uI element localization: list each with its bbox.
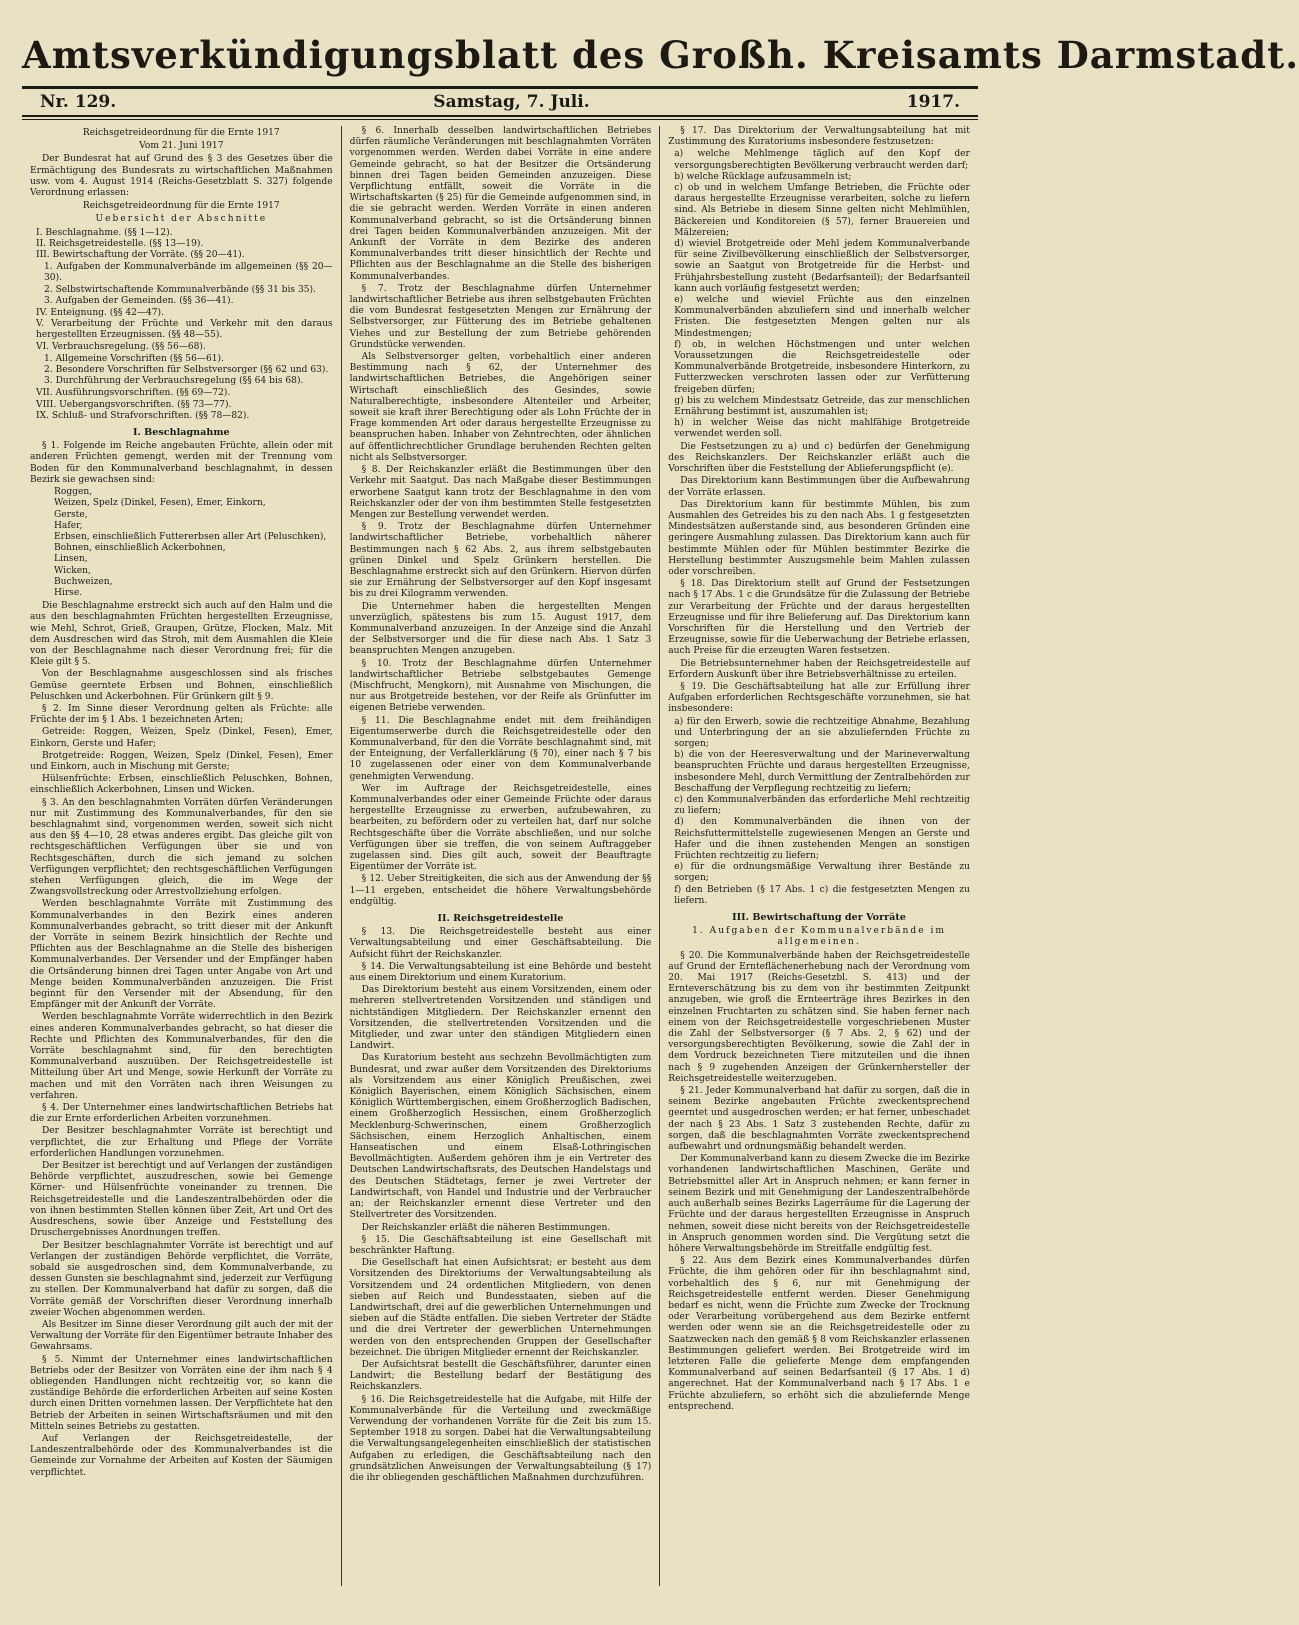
column-2	[341, 126, 660, 1586]
paragraph: § 9. Trotz der Beschlagnahme dürfen Unternehmer landwirtschaftlicher Betriebe, vorbehaltlich näherer Bestimmungen nach § 62 Abs. 2, aus ihrem selbstgebauten grünen Dinkel und Spelz Grünkern herstellen. Die Beschlagnahme erstreckt sich auf den Grünkern. Hiervon dürfen sie zur Ernährung der Selbstversorger auf den Kopf insgesamt bis zu drei Kilogramm verwenden.	[349, 522, 652, 600]
paragraph: § 8. Der Reichskanzler erläßt die Bestimmungen über den Verkehr mit Saatgut. Das nach Maßgabe dieser Bestimmungen erworbene Saatgut kann trotz der Beschlagnahme in den vom Reichskanzler oder der von ihm bestimmten Stelle festgesetzten Mengen zur Bestellung verwendet werden.	[349, 465, 652, 520]
list-item: e) für die ordnungsmäßige Verwaltung ihrer Bestände zu sorgen;	[674, 862, 970, 884]
paragraph: § 16. Die Reichsgetreidestelle hat die Aufgabe, mit Hilfe der Kommunalverbände für die Verteilung und zweckmäßige Verwendung der vorhandenen Vorräte für die Zeit bis zum 15. September 1918 zu sorgen. Dabei hat die Verwaltungsabteilung die Verwaltungsangelegenheiten einschließlich der statistischen Aufgaben zu erledigen, die Geschäftsabteilung nach den grundsätzlichen Anweisungen der Verwaltungsabteilung (§ 17) die ihr obliegenden geschäftlichen Maßnahmen durchzuführen.	[349, 1394, 652, 1483]
table-of-contents-sub	[30, 262, 333, 307]
ordinance-date: Vom 21. Juni 1917	[139, 141, 224, 152]
list-item: a) welche Mehlmenge täglich auf den Kopf der versorgungsberechtigten Bevölkerung verbraucht werden darf;	[674, 149, 970, 171]
paragraph: § 14. Die Verwaltungsabteilung ist eine Behörde und besteht aus einem Direktorium und einem Kuratorium.	[349, 961, 652, 984]
ordinance-title: Reichsgetreideordnung für die Ernte 1917	[82, 201, 280, 212]
paragraph: Werden beschlagnahmte Vorräte mit Zustimmung des Kommunalverbandes in den Bezirk eines anderen Kommunalverbandes gebracht, so tritt dieser mit der Ankunft der Vorräte in seinem Bezirk hinsichtlich der Rechte und Pflichten aus der Beschlagnahme an die Stelle des bisherigen Kommunalverbandes. Der Versender und der Empfänger haben die Ortsänderung binnen drei Tagen unter Angabe von Art und Menge beiden Kommunalverbänden anzuzeigen. Die Frist beginnt für den Versender mit der Absendung, für den Empfänger mit der Ankunft der Vorräte.	[30, 899, 333, 1011]
grain-item: Bohnen, einschließlich Ackerbohnen,	[54, 543, 226, 554]
paragraph: § 13. Die Reichsgetreidestelle besteht aus einer Verwaltungsabteilung und einer Geschäftsabteilung. Die Aufsicht führt der Reichskanzler.	[349, 927, 652, 960]
grain-item: Roggen,	[54, 487, 93, 498]
provision-list	[668, 149, 970, 440]
toc-item: I. Beschlagnahme. (§§ 1—12).	[36, 227, 173, 238]
list-item: d) wieviel Brotgetreide oder Mehl jedem Kommunalverbande für seine Zivilbevölkerung einschließlich der Selbstversorger, sowie an Saatgut von Brotgetreide für die Herbst- und Frühjahrsbestellung zusteht (Bedarfsanteil); der Bedarfsanteil kann auch vorläufig festgesetzt werden;	[674, 239, 970, 294]
section-heading: I. Beschlagnahme	[133, 427, 230, 439]
column-1	[22, 126, 341, 1586]
issue-year: 1917.	[906, 92, 960, 112]
paragraph: Das Direktorium kann Bestimmungen über die Aufbewahrung der Vorräte erlassen.	[668, 476, 970, 498]
toc-item: 1. Allgemeine Vorschriften (§§ 56—61).	[44, 353, 224, 364]
section-heading: III. Bewirtschaftung der Vorräte	[732, 912, 906, 924]
ordinance-heading: Reichsgetreideordnung für die Ernte 1917	[82, 128, 280, 138]
grain-item: Linsen,	[54, 554, 88, 565]
toc-item: 3. Durchführung der Verbrauchsregelung (§§ 64 bis 68).	[44, 376, 304, 387]
article-columns	[22, 126, 978, 1586]
overview-title: Uebersicht der Abschnitte	[95, 214, 268, 225]
paragraph: § 19. Die Geschäftsabteilung hat alle zur Erfüllung ihrer Aufgaben erforderlichen Rechtsgeschäfte vorzunehmen, sie hat insbesondere:	[668, 681, 970, 715]
issue-date: Samstag, 7. Juli.	[433, 92, 590, 112]
paragraph: Der Bundesrat hat auf Grund des § 3 des Gesetzes über die Ermächtigung des Bundesrats zu wirtschaftlichen Maßnahmen usw. vom 4. August 1914 (Reichs-Gesetzblatt S. 327) folgende Verordnung erlassen:	[30, 154, 333, 199]
paragraph: Von der Beschlagnahme ausgeschlossen sind als frisches Gemüse geerntete Erbsen und Bohnen, einschließlich Peluschken und Ackerbohnen. Für Grünkern gilt § 9.	[30, 669, 333, 702]
grain-item: Hirse.	[54, 587, 83, 598]
paragraph: Der Kommunalverband kann zu diesem Zwecke die im Bezirke vorhandenen landwirtschaftlichen Maschinen, Geräte und Betriebsmittel aller Art in Anspruch nehmen; er kann ferner in seinem Bezirk und mit Genehmigung der Landeszentralbehörde auch außerhalb seines Bezirks Lagerräume für die Lagerung der Früchte und der daraus hergestellten Erzeugnisse in Anspruch nehmen, soweit diese nicht bereits von der Reichsgetreidestelle in Anspruch genommen worden sind. Die Vergütung setzt die höhere Verwaltungsbehörde im Streitfalle endgültig fest.	[668, 1154, 970, 1254]
paragraph: § 10. Trotz der Beschlagnahme dürfen Unternehmer landwirtschaftlicher Betriebe selbstgebautes Gemenge (Mischfrucht, Mengkorn), mit Ausnahme von Mischungen, die nur aus Brotgetreide bestehen, vor der Reife als Grünfutter im eigenen Betriebe verwenden.	[349, 658, 652, 714]
toc-item: VI. Verbrauchsregelung. (§§ 56—68).	[36, 341, 206, 352]
subsection-heading: 1. Aufgaben der Kommunalverbände im allgemeinen.	[692, 926, 947, 948]
toc-item: VII. Ausführungsvorschriften. (§§ 69—72).	[36, 388, 231, 399]
dateline-rule	[22, 115, 978, 120]
paragraph: Die Beschlagnahme erstreckt sich auch auf den Halm und die aus den beschlagnahmten Früchten hergestellten Erzeugnisse, wie Mehl, Schrot, Grieß, Graupen, Grütze, Flocken, Malz. Mit dem Ausdreschen wird das Stroh, mit dem Ausmahlen die Kleie von der Beschlagnahme nach dieser Verordnung frei; für die Kleie gilt § 5.	[30, 601, 333, 668]
paragraph: Brotgetreide: Roggen, Weizen, Spelz (Dinkel, Fesen), Emer und Einkorn, auch in Mischung mit Gerste;	[30, 750, 333, 772]
grain-item: Hafer,	[54, 520, 83, 531]
paragraph: Der Besitzer ist berechtigt und auf Verlangen der zuständigen Behörde verpflichtet, auszudreschen, sowie bei Gemenge Körner- und Hülsenfrüchte voneinander zu trennen. Die Reichsgetreidestelle und die Landeszentralbehörden oder die von ihnen bestimmten Stellen können über Zeit, Art und Ort des Ausdreschens, sowie über Anzeige und Feststellung des Druschergebnisses Anordnungen treffen.	[30, 1161, 333, 1239]
paragraph: § 22. Aus dem Bezirk eines Kommunalverbandes dürfen Früchte, die ihm gehören oder für ihn beschlagnahmt sind, vorbehaltlich des § 6, nur mit Genehmigung der Reichsgetreidestelle entfernt werden. Dieser Genehmigung bedarf es nicht, wenn die Früchte zum Zwecke der Trocknung oder Verarbeitung vorübergehend aus dem Bezirke entfernt werden oder wenn sie an die Reichsgetreidestelle oder zu Saatzwecken nach den gemäß § 8 vom Reichskanzler erlassenen Bestimmungen geliefert werden. Bei Brotgetreide wird im letzteren Falle die gelieferte Menge dem empfangenden Kommunalverband auf seinen Bedarfsanteil (§ 17 Abs. 1 d) angerechnet. Hat der Kommunalverband nach § 17 Abs. 1 e Früchte abzuliefern, so erhöht sich die abzuliefernde Menge entsprechend.	[668, 1256, 970, 1412]
table-of-contents-sub	[30, 354, 333, 388]
issue-number: Nr. 129.	[40, 92, 117, 112]
paragraph: § 20. Die Kommunalverbände haben der Reichsgetreidestelle auf Grund der Ernteflächenerhebung nach der Verordnung vom 20. Mai 1917 (Reichs-Gesetzbl. S. 413) und der Ernteverschätzung bis zu dem von ihr bestimmten Zeitpunkt anzugeben, wie groß die Ernteerträge ihres Bezirkes in den einzelnen Fruchtarten zu schätzen sind. Sie haben ferner nach einem von der Reichsgetreidestelle vorgeschriebenen Muster die Zahl der Selbstversorger (§ 7 Abs. 2, § 62) und der versorgungsberechtigten Bevölkerung, sowie die Zahl der in dem Vordruck bezeichneten Tiere mitzuteilen und die ihnen nach § 9 zugehenden Anzeigen der Grünkernhersteller der Reichsgetreidestelle weiterzugeben.	[668, 950, 970, 1084]
grain-item: Weizen, Spelz (Dinkel, Fesen), Emer, Einkorn,	[54, 498, 266, 509]
paragraph: § 17. Das Direktorium der Verwaltungsabteilung hat mit Zustimmung des Kuratoriums insbesondere festzusetzen:	[668, 126, 970, 148]
paragraph: § 4. Der Unternehmer eines landwirtschaftlichen Betriebs hat die zur Ernte erforderlichen Arbeiten vorzunehmen.	[30, 1103, 333, 1125]
paragraph: Die Unternehmer haben die hergestellten Mengen unverzüglich, spätestens bis zum 15. August 1917, dem Kommunalverband anzuzeigen. In der Anzeige sind die Anzahl der Selbstversorger und die für diese nach Abs. 1 Satz 3 beanspruchten Mengen anzugeben.	[349, 601, 652, 657]
paragraph: Als Besitzer im Sinne dieser Verordnung gilt auch der mit der Verwaltung der Vorräte für den Eigentümer betraute Inhaber des Gewahrsams.	[30, 1319, 333, 1353]
list-item: f) ob, in welchen Höchstmengen und unter welchen Voraussetzungen die Reichsgetreidestelle oder Kommunalverbände Brotgetreide, insbesondere Hinterkorn, zu Futterzwecken verschroten lassen oder zur Verfütterung freigeben dürfen;	[674, 339, 970, 395]
list-item: d) den Kommunalverbänden die ihnen von der Reichsfuttermittelstelle zugewiesenen Mengen an Gerste und Hafer und die ihnen zustehenden Mengen an sonstigen Früchten rechtzeitig zu liefern;	[674, 817, 970, 861]
paragraph: Hülsenfrüchte: Erbsen, einschließlich Peluschken, Bohnen, einschließlich Ackerbohnen, Linsen und Wicken.	[30, 774, 333, 796]
toc-item: 2. Selbstwirtschaftende Kommunalverbände (§§ 31 bis 35).	[44, 284, 316, 295]
toc-item: IX. Schluß- und Strafvorschriften. (§§ 78—82).	[36, 410, 250, 421]
dateline	[22, 89, 978, 115]
paragraph: Der Besitzer beschlagnahmter Vorräte ist berechtigt und auf Verlangen der zuständigen Behörde verpflichtet, die Vorräte, sobald sie ausgedroschen sind, dem Kommunalverbande, zu dessen Gunsten sie beschlagnahmt sind, jederzeit zur Verfügung zu stellen. Der Kommunalverband hat dafür zu sorgen, daß die Vorräte gemäß der Vorschriften dieser Verordnung innerhalb zweier Wochen abgenommen werden.	[30, 1240, 333, 1318]
grain-item: Buchweizen,	[54, 576, 113, 587]
paragraph: Wer im Auftrage der Reichsgetreidestelle, eines Kommunalverbandes oder einer Gemeinde Früchte oder daraus hergestellte Erzeugnisse zu erwerben, aufzubewahren, zu bearbeiten, zu befördern oder zu verteilen hat, darf nur solche Rechtsgeschäfte über die Vorräte abschließen, und nur solche Verfügungen über sie treffen, die von seinem Auftraggeber zugelassen sind. Dies gilt auch, soweit der Beauftragte Eigentümer der Vorräte ist.	[349, 783, 652, 873]
section-heading: II. Reichsgetreidestelle	[437, 913, 564, 925]
table-of-contents	[30, 388, 333, 422]
paragraph: Die Betriebsunternehmer haben der Reichsgetreidestelle auf Erfordern Auskunft über ihre Betriebsverhältnisse zu erteilen.	[668, 658, 970, 680]
newspaper-page	[0, 32, 1299, 1625]
toc-item: III. Bewirtschaftung der Vorräte. (§§ 20—41).	[36, 250, 245, 261]
grain-list	[30, 487, 333, 599]
grain-item: Wicken,	[54, 565, 91, 576]
toc-item: VIII. Uebergangsvorschriften. (§§ 73—77).	[36, 399, 232, 410]
paragraph: § 3. An den beschlagnahmten Vorräten dürfen Veränderungen nur mit Zustimmung des Kommunalverbandes, für den sie beschlagnahmt sind, vorgenommen werden, soweit sich nicht aus den §§ 4—10, 28 etwas anderes ergibt. Das gleiche gilt von rechtsgeschäftlichen Verfügungen über sie und von Rechtsgeschäften, durch die sich jemand zu solchen Verfügungen verpflichtet; den rechtsgeschäftlichen Verfügungen stehen Verfügungen gleich, die im Wege der Zwangsvollstreckung oder Arrestvollziehung erfolgen.	[30, 797, 333, 898]
toc-item: IV. Enteignung. (§§ 42—47).	[36, 308, 164, 319]
paragraph: § 18. Das Direktorium stellt auf Grund der Festsetzungen nach § 17 Abs. 1 c die Grundsätze für die Zulassung der Betriebe zur Verarbeitung der Früchte und der daraus hergestellten Erzeugnisse und für ihre Belieferung auf. Das Direktorium kann Vorschriften für die Herstellung und den Vertrieb der Erzeugnisse, sowie für die Ueberwachung der Betriebe erlassen, auch Preise für die erzeugten Waren festsetzen.	[668, 579, 970, 657]
paragraph: Der Aufsichtsrat bestellt die Geschäftsführer, darunter einen Landwirt; die Bestellung bedarf der Bestätigung des Reichskanzlers.	[349, 1359, 652, 1393]
grain-item: Erbsen, einschließlich Futtererbsen aller Art (Peluschken),	[54, 531, 327, 542]
list-item: b) welche Rücklage aufzusammeln ist;	[674, 171, 852, 182]
list-item: g) bis zu welchem Mindestsatz Getreide, das zur menschlichen Ernährung bestimmt ist, auszumahlen ist;	[674, 395, 970, 418]
paragraph: Die Festsetzungen zu a) und c) bedürfen der Genehmigung des Reichskanzlers. Der Reichskanzler erläßt auch die Vorschriften über die Feststellung der Ablieferungspflicht (e).	[668, 441, 970, 475]
paragraph: § 15. Die Geschäftsabteilung ist eine Gesellschaft mit beschränkter Haftung.	[349, 1234, 652, 1256]
list-item: e) welche und wieviel Früchte aus den einzelnen Kommunalverbänden abzuliefern sind und innerhalb welcher Fristen. Die festgesetzten Mengen gelten nur als Mindestmengen;	[674, 295, 970, 339]
column-3	[659, 126, 978, 1586]
paragraph: Als Selbstversorger gelten, vorbehaltlich einer anderen Bestimmung nach § 62, der Unternehmer des landwirtschaftlichen Betriebes, die Angehörigen seiner Wirtschaft einschließlich des Gesindes, sowie Naturalberechtigte, insbesondere Altenteiler und Arbeiter, soweit sie kraft ihrer Berechtigung oder als Lohn Früchte der in Frage kommenden Art oder daraus hergestellte Erzeugnisse zu beanspruchen haben. Inhaber von Zehntrechten, oder ähnlichen auf öffentlichrechtlicher Grundlage beruhenden Rechten gelten nicht als Selbstversorger.	[349, 352, 652, 463]
paragraph: Der Reichskanzler erläßt die näheren Bestimmungen.	[361, 1222, 611, 1233]
list-item: h) in welcher Weise das nicht mahlfähige Brotgetreide verwendet werden soll.	[674, 418, 970, 440]
toc-item: 2. Besondere Vorschriften für Selbstversorger (§§ 62 und 63).	[44, 365, 329, 376]
paragraph: § 1. Folgende im Reiche angebauten Früchte, allein oder mit anderen Früchten gemengt, werden mit der Trennung vom Boden für den Kommunalverband beschlagnahmt, in dessen Bezirk sie gewachsen sind:	[30, 441, 333, 485]
list-item: b) die von der Heeresverwaltung und der Marineverwaltung beanspruchten Früchte und daraus hergestellten Erzeugnisse, insbesondere Mehl, durch Vermittlung der Zentralbehörden zur Beschaffung der Verpflegung rechtzeitig zu liefern;	[674, 750, 970, 794]
list-item: c) den Kommunalverbänden das erforderliche Mehl rechtzeitig zu liefern;	[674, 794, 970, 817]
list-item: f) den Betrieben (§ 17 Abs. 1 c) die festgesetzten Mengen zu liefern.	[674, 884, 970, 906]
paragraph: Das Kuratorium besteht aus sechzehn Bevollmächtigten zum Bundesrat, und zwar außer dem Vorsitzenden des Direktoriums als Vorsitzendem aus einer Königlich Preußischen, zwei Königlich Bayerischen, einem Königlich Sächsischen, einem Königlich Württembergischen, einem Großherzoglich Badischen, einem Großherzoglich Hessischen, einem Großherzoglich Mecklenburg-Schwerinschen, einem Großherzoglich Sächsischen, einem Herzoglich Anhaltischen, einem Hanseatischen und einem Elsaß-Lothringischen Bevollmächtigten. Außerdem gehören ihm je ein Vertreter des Deutschen Landwirtschaftsrats, des Deutschen Handelstags und des Deutschen Städtetags, ferner je zwei Vertreter der Landwirtschaft, von Handel und Industrie und der Verbraucher an; der Reichskanzler ernennt diese Vertreter und den Stellvertreter des Vorsitzenden.	[349, 1053, 652, 1221]
table-of-contents	[30, 308, 333, 353]
paragraph: § 21. Jeder Kommunalverband hat dafür zu sorgen, daß die in seinem Bezirke angebauten Früchte zweckentsprechend geerntet und ausgedroschen werden; er hat ferner, unbeschadet der nach § 23 Abs. 1 Satz 3 zustehenden Rechte, dafür zu sorgen, daß die beschlagnahmten Vorräte zweckentsprechend aufbewahrt und ordnungsmäßig behandelt werden.	[668, 1086, 970, 1153]
toc-item: II. Reichsgetreidestelle. (§§ 13—19).	[36, 238, 204, 249]
paragraph: § 6. Innerhalb desselben landwirtschaftlichen Betriebes dürfen räumliche Veränderungen mit beschlagnahmten Vorräten vorgenommen werden. Werden dabei Vorräte in eine andere Gemeinde gebracht, so hat der Besitzer die Ortsänderung binnen drei Tagen beiden Gemeinden anzuzeigen. Diese Verpflichtung entfällt, soweit die Vorräte in die Wirtschaftskarten (§ 25) für die Gemeinde aufgenommen sind, in die sie gebracht werden. Werden Vorräte in einen anderen Kommunalverband gebracht, so ist die Ortsänderung binnen drei Tagen beiden Kommunalverbänden anzuzeigen. Mit der Ankunft der Vorräte in dem Bezirke des anderen Kommunalverbandes tritt dieser hinsichtlich der Rechte und Pflichten aus der Beschlagnahme an die Stelle des bisherigen Kommunalverbandes.	[349, 126, 652, 282]
toc-item: 3. Aufgaben der Gemeinden. (§§ 36—41).	[44, 295, 234, 306]
paragraph: Die Gesellschaft hat einen Aufsichtsrat; er besteht aus dem Vorsitzenden des Direktoriums der Verwaltungsabteilung als Vorsitzendem und 24 ordentlichen Mitgliedern, von denen sieben auf Reich und Bundesstaaten, sieben auf die Landwirtschaft, drei auf die gewerblichen Unternehmungen und sieben auf die Städte entfallen. Die sieben Vertreter der Städte und die drei Vertreter der gewerblichen Unternehmungen werden von den entsprechenden Gruppen der Gesellschafter bezeichnet. Die übrigen Mitglieder ernennt der Reichskanzler.	[349, 1258, 652, 1358]
toc-item: V. Verarbeitung der Früchte und Verkehr mit den daraus hergestellten Erzeugnissen. (§§ 48—55).	[36, 319, 333, 341]
paragraph: Der Besitzer beschlagnahmter Vorräte ist berechtigt und verpflichtet, die zur Erhaltung und Pflege der Vorräte erforderlichen Handlungen vorzunehmen.	[30, 1126, 333, 1159]
paragraph: § 5. Nimmt der Unternehmer eines landwirtschaftlichen Betriebs oder der Besitzer von Vorräten eine der ihm nach § 4 obliegenden Handlungen nicht rechtzeitig vor, so kann die zuständige Behörde die erforderlichen Arbeiten auf seine Kosten durch einen Dritten vornehmen lassen. Der Verpflichtete hat den Betrieb der Arbeiten in seinen Wirtschaftsräumen und mit den Mitteln seines Betriebs zu gestatten.	[30, 1354, 333, 1432]
paragraph: Das Direktorium besteht aus einem Vorsitzenden, einem oder mehreren stellvertretenden Vorsitzenden und ständigen und nichtständigen Mitgliedern. Der Reichskanzler ernennt den Vorsitzenden, die stellvertretenden Vorsitzenden und die Mitglieder, und zwar unter den ständigen Mitgliedern einen Landwirt.	[349, 985, 652, 1052]
provision-list	[668, 717, 970, 907]
paragraph: § 11. Die Beschlagnahme endet mit dem freihändigen Eigentumserwerbe durch die Reichsgetreidestelle oder den Kommunalverband, für den die Vorräte beschlagnahmt sind, mit der Enteignung, der Verfallerklärung (§ 70), einer nach § 7 bis 10 zugelassenen oder einer von dem Kommunalverbande genehmigten Verwendung.	[349, 715, 652, 782]
paragraph: § 2. Im Sinne dieser Verordnung gelten als Früchte: alle Früchte der im § 1 Abs. 1 bezeichneten Arten;	[30, 703, 333, 726]
paragraph: § 7. Trotz der Beschlagnahme dürfen Unternehmer landwirtschaftlicher Betriebe aus ihren selbstgebauten Früchten die vom Bundesrat festgesetzten Mengen zur Ernährung der Selbstversorger, zur Fütterung des im Betriebe gehaltenen Viehes und zur Bestellung der zum Betriebe gehörenden Grundstücke verwenden.	[349, 283, 652, 350]
table-of-contents	[30, 228, 333, 262]
list-item: a) für den Erwerb, sowie die rechtzeitige Abnahme, Bezahlung und Unterbringung der an sie abzuliefernden Früchte zu sorgen;	[674, 716, 970, 749]
grain-item: Gerste,	[54, 509, 88, 520]
paragraph: Werden beschlagnahmte Vorräte widerrechtlich in den Bezirk eines anderen Kommunalverbandes gebracht, so hat dieser die Rechte und Pflichten des Kommunalverbandes, für den die Vorräte beschlagnahmt sind, für den berechtigten Kommunalverband auszuüben. Der Reichsgetreidestelle ist Mitteilung über Art und Menge, sowie Herkunft der Vorräte zu machen und mit den Vorräten nach ihren Weisungen zu verfahren.	[30, 1012, 333, 1101]
paragraph: Auf Verlangen der Reichsgetreidestelle, der Landeszentralbehörde oder des Kommunalverbandes ist die Gemeinde zur Vornahme der Arbeiten auf Kosten der Säumigen verpflichtet.	[30, 1433, 333, 1478]
masthead-title: Amtsverkündigungsblatt des Großh. Kreisamts Darmstadt.	[22, 33, 1299, 77]
paragraph: Das Direktorium kann für bestimmte Mühlen, bis zum Ausmahlen des Getreides bis zu den nach Abs. 1 g festgesetzten Mindestsätzen außerstande sind, aus besonderen Gründen eine geringere Ausmahlung zulassen. Das Direktorium kann auch für bestimmte Mühlen oder für Mühlen bestimmter Bezirke die Herstellung bestimmter Auszugsmehle beim Mahlen zulassen oder vorschreiben.	[668, 499, 970, 577]
paragraph: Getreide: Roggen, Weizen, Spelz (Dinkel, Fesen), Emer, Einkorn, Gerste und Hafer;	[30, 727, 333, 749]
paragraph: § 12. Ueber Streitigkeiten, die sich aus der Anwendung der §§ 1—11 ergeben, entscheidet die höhere Verwaltungsbehörde endgültig.	[349, 874, 652, 907]
toc-item: 1. Aufgaben der Kommunalverbände im allgemeinen (§§ 20—30).	[44, 262, 333, 284]
list-item: c) ob und in welchem Umfange Betrieben, die Früchte oder daraus hergestellte Erzeugnisse verarbeiten, solche zu liefern sind. Als Betriebe in diesem Sinne gelten nicht Mehlmühlen, Bäckereien und Konditoreien (§ 57), ferner Brauereien und Mälzereien;	[674, 183, 970, 238]
